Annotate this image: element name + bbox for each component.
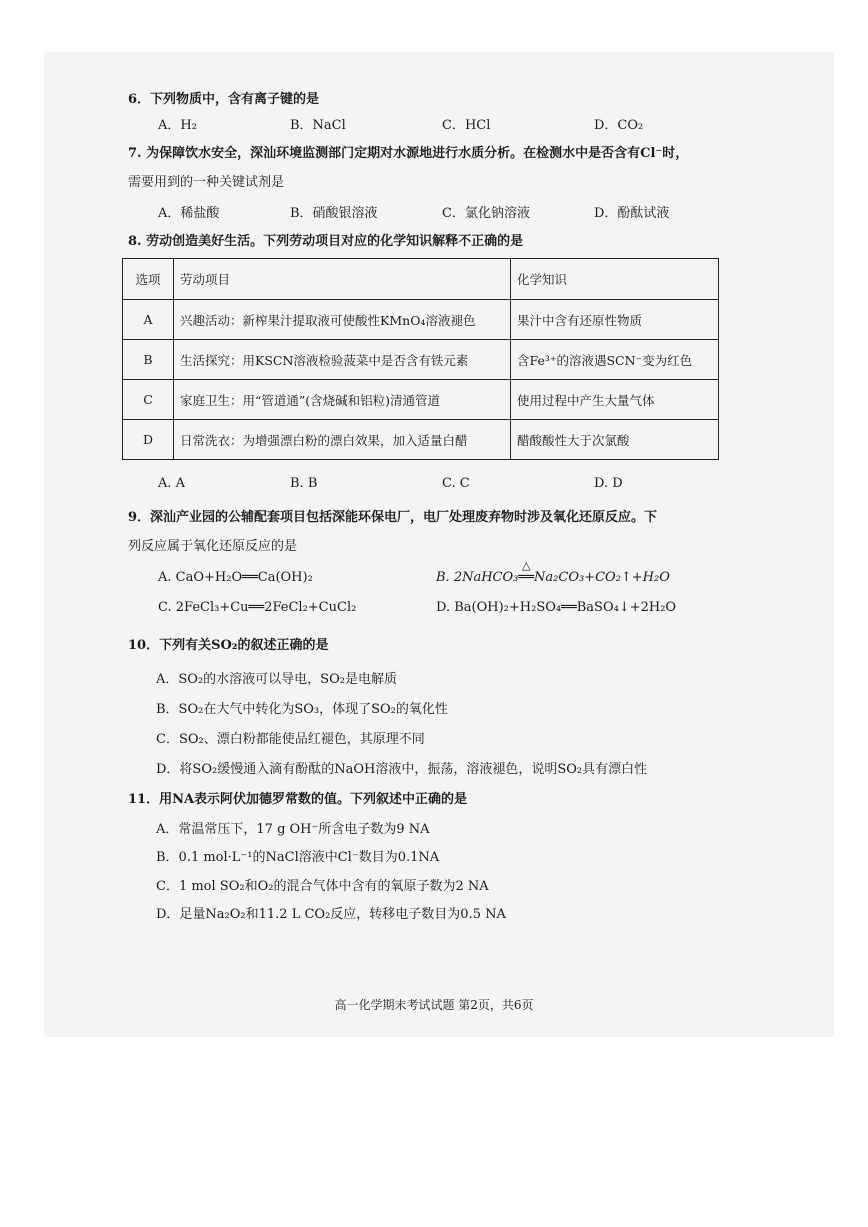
q11-option-a: A．常温常压下，17 g OH⁻所含电子数为9 NA (156, 822, 430, 837)
q7-option-b: B．硝酸银溶液 (290, 206, 378, 221)
q9-option-b-product: Na₂CO₃+CO₂↑+H₂O (534, 570, 670, 585)
table-cell: 含Fe³⁺的溶液遇SCN⁻变为红色 (511, 340, 719, 380)
q8-option-d: D. D (594, 476, 623, 491)
q6-option-c: C．HCl (442, 118, 491, 133)
q7-option-d: D．酚酞试液 (594, 206, 670, 221)
q8-option-a: A. A (158, 476, 186, 491)
q6-option-a: A．H₂ (158, 118, 197, 133)
q8-table (122, 258, 719, 460)
table-cell: 家庭卫生：用“管道通”(含烧碱和铝粒)清通管道 (174, 380, 511, 420)
q6-option-d: D．CO₂ (594, 118, 644, 133)
q10-option-a: A．SO₂的水溶液可以导电，SO₂是电解质 (156, 672, 397, 687)
q11-option-b: B．0.1 mol·L⁻¹的NaCl溶液中Cl⁻数目为0.1NA (156, 850, 440, 865)
table-row (123, 380, 719, 420)
q6-stem: 6．下列物质中，含有离子键的是 (128, 92, 320, 107)
q9-option-b-reactant: B. 2NaHCO₃ (436, 570, 519, 585)
table-header-cell: 化学知识 (511, 259, 719, 300)
heat-condition: △ (521, 559, 531, 572)
q10-option-d: D．将SO₂缓慢通入滴有酚酞的NaOH溶液中，振荡，溶液褪色，说明SO₂具有漂白性 (156, 762, 648, 777)
q10-stem: 10．下列有关SO₂的叙述正确的是 (128, 638, 329, 653)
table-header-row (123, 259, 719, 300)
table-cell: A (123, 300, 174, 340)
q8-stem: 8. 劳动创造美好生活。下列劳动项目对应的化学知识解释不正确的是 (128, 234, 524, 249)
table-cell: D (123, 420, 174, 460)
table-cell: 生活探究：用KSCN溶液检验菠菜中是否含有铁元素 (174, 340, 511, 380)
table-header-cell: 劳动项目 (174, 259, 511, 300)
q9-option-b (436, 559, 670, 586)
table-row (123, 420, 719, 460)
table-cell: 日常洗衣：为增强漂白粉的漂白效果，加入适量白醋 (174, 420, 511, 460)
q9-option-c: C. 2FeCl₃+Cu══2FeCl₂+CuCl₂ (158, 600, 357, 615)
page-footer: 高一化学期末考试试题 第2页，共6页 (334, 998, 534, 1012)
table-cell: 兴趣活动：新榨果汁提取液可使酸性KMnO₄溶液褪色 (174, 300, 511, 340)
table-row (123, 340, 719, 380)
table-header-cell: 选项 (123, 259, 174, 300)
q8-option-c: C. C (442, 476, 470, 491)
table-cell: 使用过程中产生大量气体 (511, 380, 719, 420)
q9-option-d: D. Ba(OH)₂+H₂SO₄══BaSO₄↓+2H₂O (436, 600, 677, 615)
q7-stem-line1: 7. 为保障饮水安全，深汕环境监测部门定期对水源地进行水质分析。在检测水中是否含有Cl⁻时， (128, 146, 689, 161)
q9-stem-line2: 列反应属于氧化还原反应的是 (128, 539, 298, 554)
table-row (123, 300, 719, 340)
q10-option-c: C．SO₂、漂白粉都能使品红褪色，其原理不同 (156, 732, 425, 747)
q8-option-b: B. B (290, 476, 318, 491)
q9-option-a: A. CaO+H₂O══Ca(OH)₂ (158, 570, 313, 585)
table-cell: 醋酸酸性大于次氯酸 (511, 420, 719, 460)
table-cell: 果汁中含有还原性物质 (511, 300, 719, 340)
table-cell: B (123, 340, 174, 380)
q7-stem-line2: 需要用到的一种关键试剂是 (128, 175, 285, 190)
q10-option-b: B．SO₂在大气中转化为SO₃，体现了SO₂的氧化性 (156, 702, 448, 717)
heating-arrow: △ ══ (518, 559, 535, 585)
q11-option-d: D．足量Na₂O₂和11.2 L CO₂反应，转移电子数目为0.5 NA (156, 907, 506, 922)
q11-stem: 11．用NA表示阿伏加德罗常数的值。下列叙述中正确的是 (128, 792, 468, 807)
table-cell: C (123, 380, 174, 420)
q6-option-b: B．NaCl (290, 118, 346, 133)
q9-stem-line1: 9．深汕产业园的公辅配套项目包括深能环保电厂，电厂处理废弃物时涉及氧化还原反应。下 (128, 510, 658, 525)
q7-option-c: C．氯化钠溶液 (442, 206, 530, 221)
q7-option-a: A．稀盐酸 (158, 206, 220, 221)
q11-option-c: C．1 mol SO₂和O₂的混合气体中含有的氧原子数为2 NA (156, 879, 489, 894)
